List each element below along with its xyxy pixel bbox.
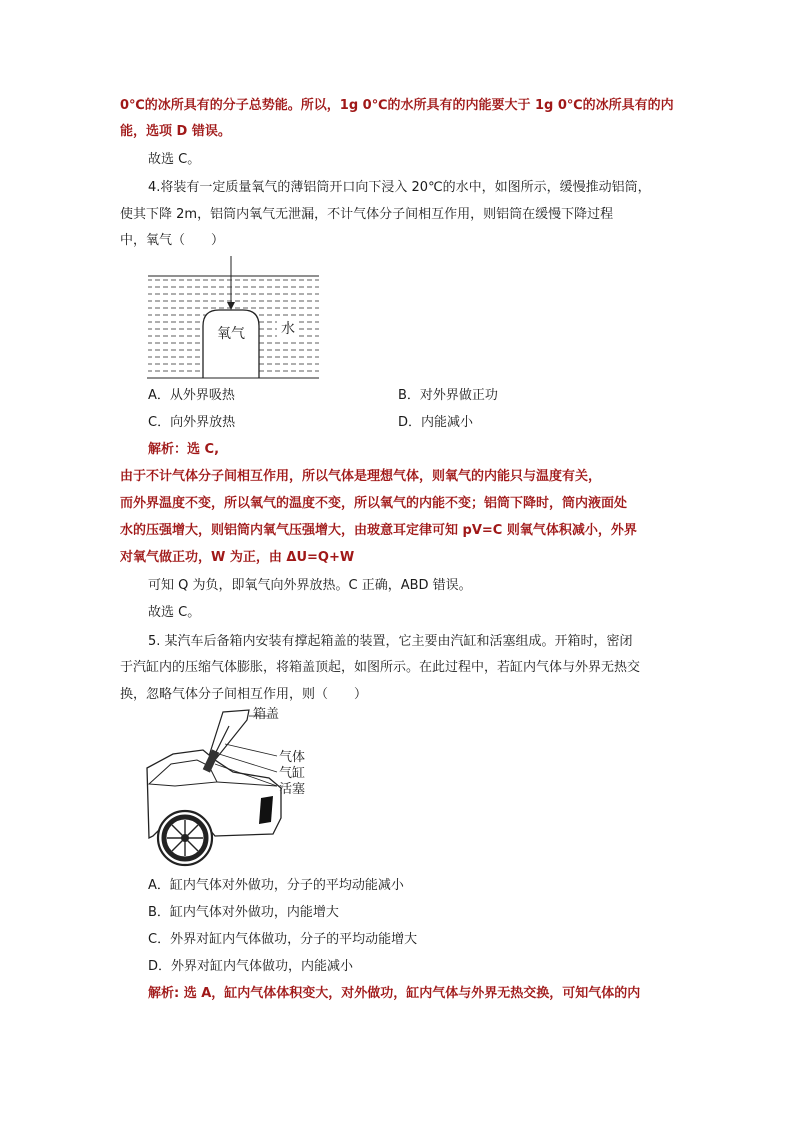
question-4-stem: 中，氧气（ ） (120, 233, 225, 248)
oxygen-cylinder-figure (147, 256, 322, 382)
question-4-stem: 使其下降 2m，铝筒内氧气无泄漏，不计气体分子间相互作用，则铝筒在缓慢下降过程 (120, 207, 614, 222)
answer-line: 故选 C。 (148, 152, 201, 167)
solution-text-line: 而外界温度不变，所以氧气的温度不变，所以氧气的内能不变；铝筒下降时，筒内液面处 (120, 496, 628, 511)
gas-label: 气体 (279, 750, 306, 765)
piston-label: 活塞 (279, 782, 306, 797)
answer-line: 故选 C。 (148, 605, 201, 620)
question-5-stem: 于汽缸内的压缩气体膨胀，将箱盖顶起，如图所示。在此过程中，若缸内气体与外界无热交 (120, 660, 641, 675)
option-c: C．向外界放热 (148, 415, 236, 430)
option-b: B．缸内气体对外做功，内能增大 (148, 905, 339, 920)
option-b: B．对外界做正功 (398, 388, 498, 403)
water-label: 水 (281, 321, 295, 337)
option-d: D．内能减小 (398, 415, 474, 430)
cylinder-label: 气缸 (279, 766, 306, 781)
question-5-stem: 换，忽略气体分子间相互作用，则（ ） (120, 687, 368, 702)
oxygen-label: 氧气 (217, 326, 245, 342)
solution-head: 解析：选 C, (148, 442, 220, 457)
solution-text-line: 由于不计气体分子间相互作用，所以气体是理想气体，则氧气的内能只与温度有关， (120, 469, 602, 484)
question-5-stem: 5. 某汽车后备箱内安装有撑起箱盖的装置，它主要由汽缸和活塞组成。开箱时，密闭 (148, 634, 633, 649)
option-d: D．外界对缸内气体做功，内能减小 (148, 959, 354, 974)
tail-light (259, 796, 273, 824)
question-4-stem: 4.将装有一定质量氧气的薄铝筒开口向下浸入 20℃的水中，如图所示，缓慢推动铝筒， (148, 180, 651, 195)
lid-label: 箱盖 (253, 707, 280, 722)
solution-text-line: 水的压强增大，则铝筒内氧气压强增大，由玻意耳定律可知 pV=C 则氧气体积减小，外界 (120, 523, 637, 538)
solution-text-line: 解析: 选 A，缸内气体体积变大，对外做功，缸内气体与外界无热交换，可知气体的内 (148, 986, 641, 1001)
option-c: C．外界对缸内气体做功，分子的平均动能增大 (148, 932, 418, 947)
option-a: A．缸内气体对外做功，分子的平均动能减小 (148, 878, 404, 893)
solution-text-line: 可知 Q 为负，即氧气向外界放热。C 正确，ABD 错误。 (148, 578, 472, 593)
solution-text-line: 能，选项 D 错误。 (120, 124, 231, 139)
solution-text-line: 0℃的冰所具有的分子总势能。所以，1g 0℃的水所具有的内能要大于 1g 0℃的冰所具有的内 (120, 98, 674, 113)
car-trunk-figure (145, 706, 325, 868)
option-a: A．从外界吸热 (148, 388, 235, 403)
solution-text-line: 对氧气做正功，W 为正，由 ΔU=Q+W (120, 550, 355, 565)
